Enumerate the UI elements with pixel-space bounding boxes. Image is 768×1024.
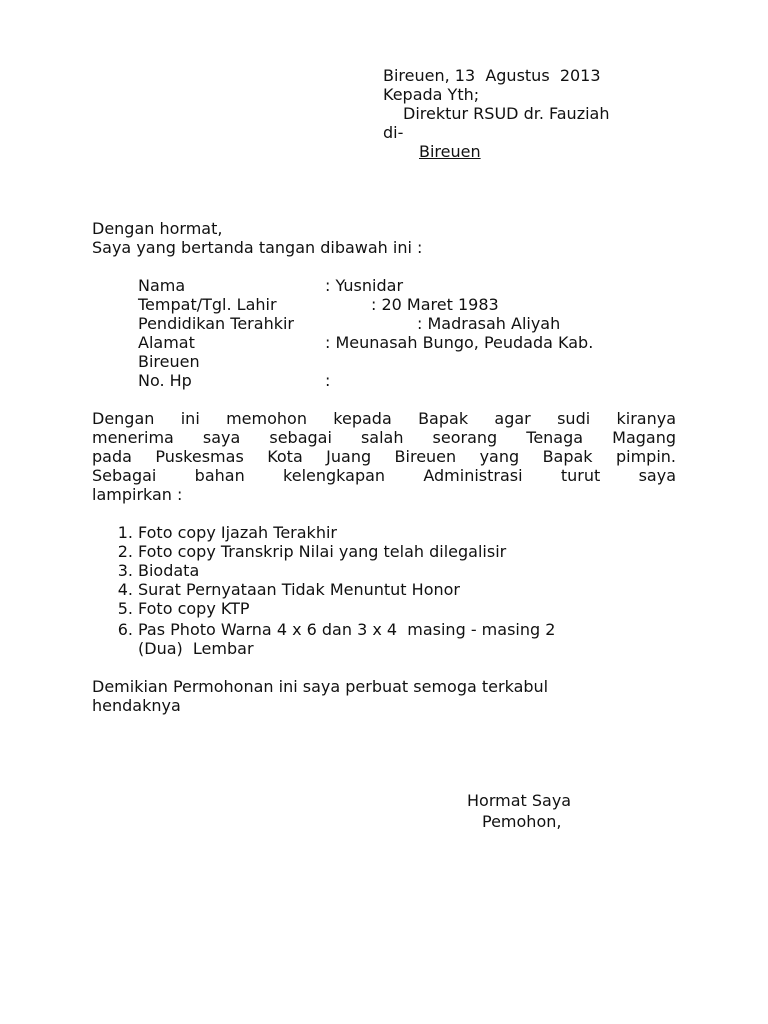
list-item-number: 4. [117,580,133,599]
list-item-number: 5. [117,599,133,618]
body-line-1: Dengan ini memohon kepada Bapak agar sudi kiranya [92,409,676,428]
list-item: Biodata [138,561,200,580]
body-line-3: pada Puskesmas Kota Juang Bireuen yang Bapak pimpin. [92,447,676,466]
list-item: Foto copy Transkrip Nilai yang telah dilegalisir [138,542,507,561]
list-item: Foto copy KTP [138,599,250,618]
alamat-continuation: Bireuen [138,352,200,371]
alamat-label: Alamat [138,333,195,352]
list-item: Pas Photo Warna 4 x 6 dan 3 x 4 masing - masing 2 [138,620,556,639]
list-item-number: 1. [117,523,133,542]
body-line-2: menerima saya sebagai salah seorang Tenaga Magang [92,428,676,447]
list-item: Surat Pernyataan Tidak Menuntut Honor [138,580,460,599]
to-label: Kepada Yth; [383,85,480,104]
signer-role: Pemohon, [482,812,562,831]
nama-value: : Yusnidar [325,276,404,295]
list-item: Foto copy Ijazah Terakhir [138,523,337,542]
pendidikan-value: : Madrasah Aliyah [417,314,561,333]
list-item-number: 3. [117,561,133,580]
pendidikan-label: Pendidikan Terahkir [138,314,294,333]
intro-text: Saya yang bertanda tangan dibawah ini : [92,238,423,257]
list-item-number: 6. [117,620,133,639]
nama-label: Nama [138,276,186,295]
alamat-value: : Meunasah Bungo, Peudada Kab. [325,333,594,352]
ttl-value: : 20 Maret 1983 [371,295,499,314]
closing-line-2: hendaknya [92,696,181,715]
hp-label: No. Hp [138,371,192,390]
recipient: Direktur RSUD dr. Fauziah [403,104,610,123]
list-item-continuation: (Dua) Lembar [138,639,254,658]
place-date: Bireuen, 13 Agustus 2013 [383,66,601,85]
closing-line-1: Demikian Permohonan ini saya perbuat semoga terkabul [92,677,549,696]
list-item-number: 2. [117,542,133,561]
ttl-label: Tempat/Tgl. Lahir [138,295,277,314]
body-line-5: lampirkan : [92,485,183,504]
body-line-4: Sebagai bahan kelengkapan Administrasi turut saya [92,466,676,485]
hp-value: : [325,371,331,390]
regards-text: Hormat Saya [467,791,572,810]
greeting: Dengan hormat, [92,219,223,238]
recipient-city: Bireuen [419,142,481,161]
di-label: di- [383,123,404,142]
